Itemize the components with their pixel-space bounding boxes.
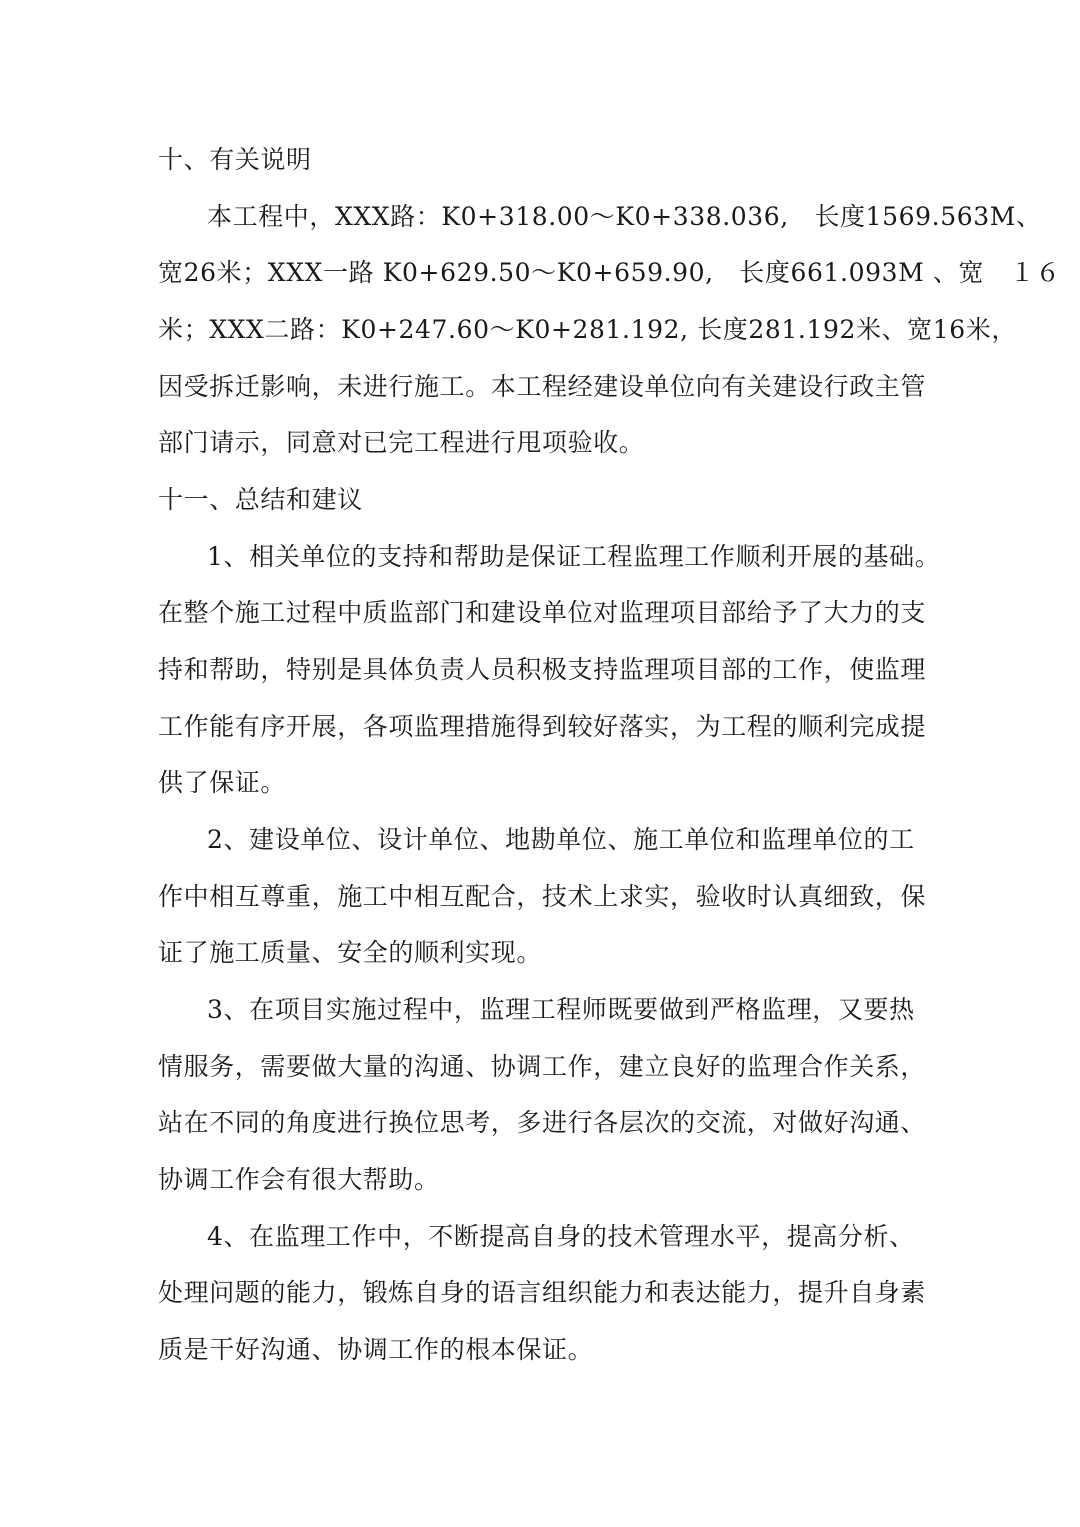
paragraph-line: 2、建设单位、设计单位、地勘单位、施工单位和监理单位的工 [207,825,915,854]
section-heading-11: 十一、总结和建议 [158,485,363,514]
paragraph-line: 作中相互尊重，施工中相互配合，技术上求实，验收时认真细致，保 [158,882,927,911]
paragraph-line: 站在不同的角度进行换位思考，多进行各层次的交流，对做好沟通、 [158,1108,927,1137]
paragraph-line: 本工程中，XXX路：K0+318.00～K0+338.036, 长度1569.563M、 [207,202,1042,231]
paragraph-line: 处理问题的能力，锻炼自身的语言组织能力和表达能力，提升自身素 [158,1278,927,1307]
paragraph-line: 因受拆迁影响，未进行施工。本工程经建设单位向有关建设行政主管 [158,372,927,401]
paragraph-line: 协调工作会有很大帮助。 [158,1165,440,1194]
paragraph-line: 部门请示，同意对已完工程进行甩项验收。 [158,428,645,457]
paragraph-line: 4、在监理工作中，不断提高自身的技术管理水平，提高分析、 [207,1222,915,1251]
paragraph-line: 证了施工质量、安全的顺利实现。 [158,938,543,967]
paragraph-line: 米；XXX二路：K0+247.60～K0+281.192, 长度281.192米、宽16米， [158,315,1017,344]
section-heading-10: 十、有关说明 [158,145,312,174]
paragraph-line: 情服务，需要做大量的沟通、协调工作，建立良好的监理合作关系， [158,1052,927,1081]
paragraph-line: 持和帮助，特别是具体负责人员积极支持监理项目部的工作，使监理 [158,655,927,684]
paragraph-line: 3、在项目实施过程中，监理工程师既要做到严格监理，又要热 [207,995,915,1024]
paragraph-line: 1、相关单位的支持和帮助是保证工程监理工作顺利开展的基础。 [207,542,941,571]
paragraph-line: 供了保证。 [158,768,287,797]
paragraph-line: 在整个施工过程中质监部门和建设单位对监理项目部给予了大力的支 [158,598,927,627]
paragraph-line: 质是干好沟通、协调工作的根本保证。 [158,1335,594,1364]
paragraph-line: 宽26米；XXX一路 K0+629.50～K0+659.90, 长度661.093M 、宽 １６ [158,258,1061,287]
paragraph-line: 工作能有序开展，各项监理措施得到较好落实，为工程的顺利完成提 [158,712,927,741]
